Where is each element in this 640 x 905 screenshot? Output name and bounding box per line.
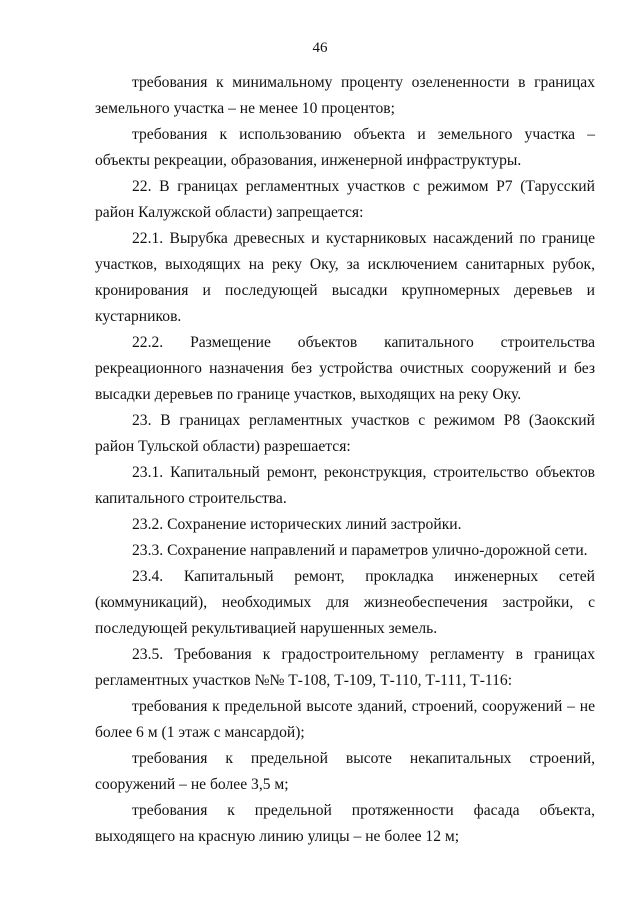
paragraph-temporary-structure-height: требования к предельной высоте некапитальных строений, сооружений – не более 3,5 м;	[95, 750, 595, 793]
page-number: 46	[312, 40, 328, 56]
paragraph-building-height: требования к предельной высоте зданий, строений, сооружений – не более 6 м (1 этаж с мансардой);	[95, 698, 595, 741]
paragraph-22-1: 22.1. Вырубка древесных и кустарниковых насаждений по границе участков, выходящих на реку Оку, за исключением санитарных рубок, кронирования и последующей высадки крупномерных деревьев и кустарников.	[95, 230, 595, 325]
paragraph-land-use-requirement: требования к использованию объекта и земельного участка – объекты рекреации, образования, инженерной инфраструктуры.	[95, 126, 595, 169]
paragraph-23-4: 23.4. Капитальный ремонт, прокладка инженерных сетей (коммуникаций), необходимых для жизнеобеспечения застройки, с последующей рекультивацией нарушенных земель.	[95, 568, 595, 637]
paragraph-22: 22. В границах регламентных участков с режимом Р7 (Тарусский район Калужской области) запрещается:	[95, 178, 595, 221]
paragraph-23-2: 23.2. Сохранение исторических линий застройки.	[132, 516, 462, 533]
document-body	[95, 70, 595, 850]
paragraph-greenery-requirement: требования к минимальному проценту озелененности в границах земельного участка – не менее 10 процентов;	[95, 74, 595, 117]
paragraph-22-2: 22.2. Размещение объектов капитального строительства рекреационного назначения без устройства очистных сооружений и без высадки деревьев по границе участков, выходящих на реку Оку.	[95, 334, 595, 403]
paragraph-facade-length: требования к предельной протяженности фасада объекта, выходящего на красную линию улицы – не более 12 м;	[95, 802, 595, 845]
paragraph-23-3: 23.3. Сохранение направлений и параметров улично-дорожной сети.	[132, 542, 588, 559]
paragraph-23-5: 23.5. Требования к градостроительному регламенту в границах регламентных участков №№ Т-108, Т-109, Т-110, Т-111, Т-116:	[95, 646, 595, 689]
paragraph-23: 23. В границах регламентных участков с режимом Р8 (Заокский район Тульской области) разрешается:	[95, 412, 595, 455]
paragraph-23-1: 23.1. Капитальный ремонт, реконструкция, строительство объектов капитального строительства.	[95, 464, 595, 507]
